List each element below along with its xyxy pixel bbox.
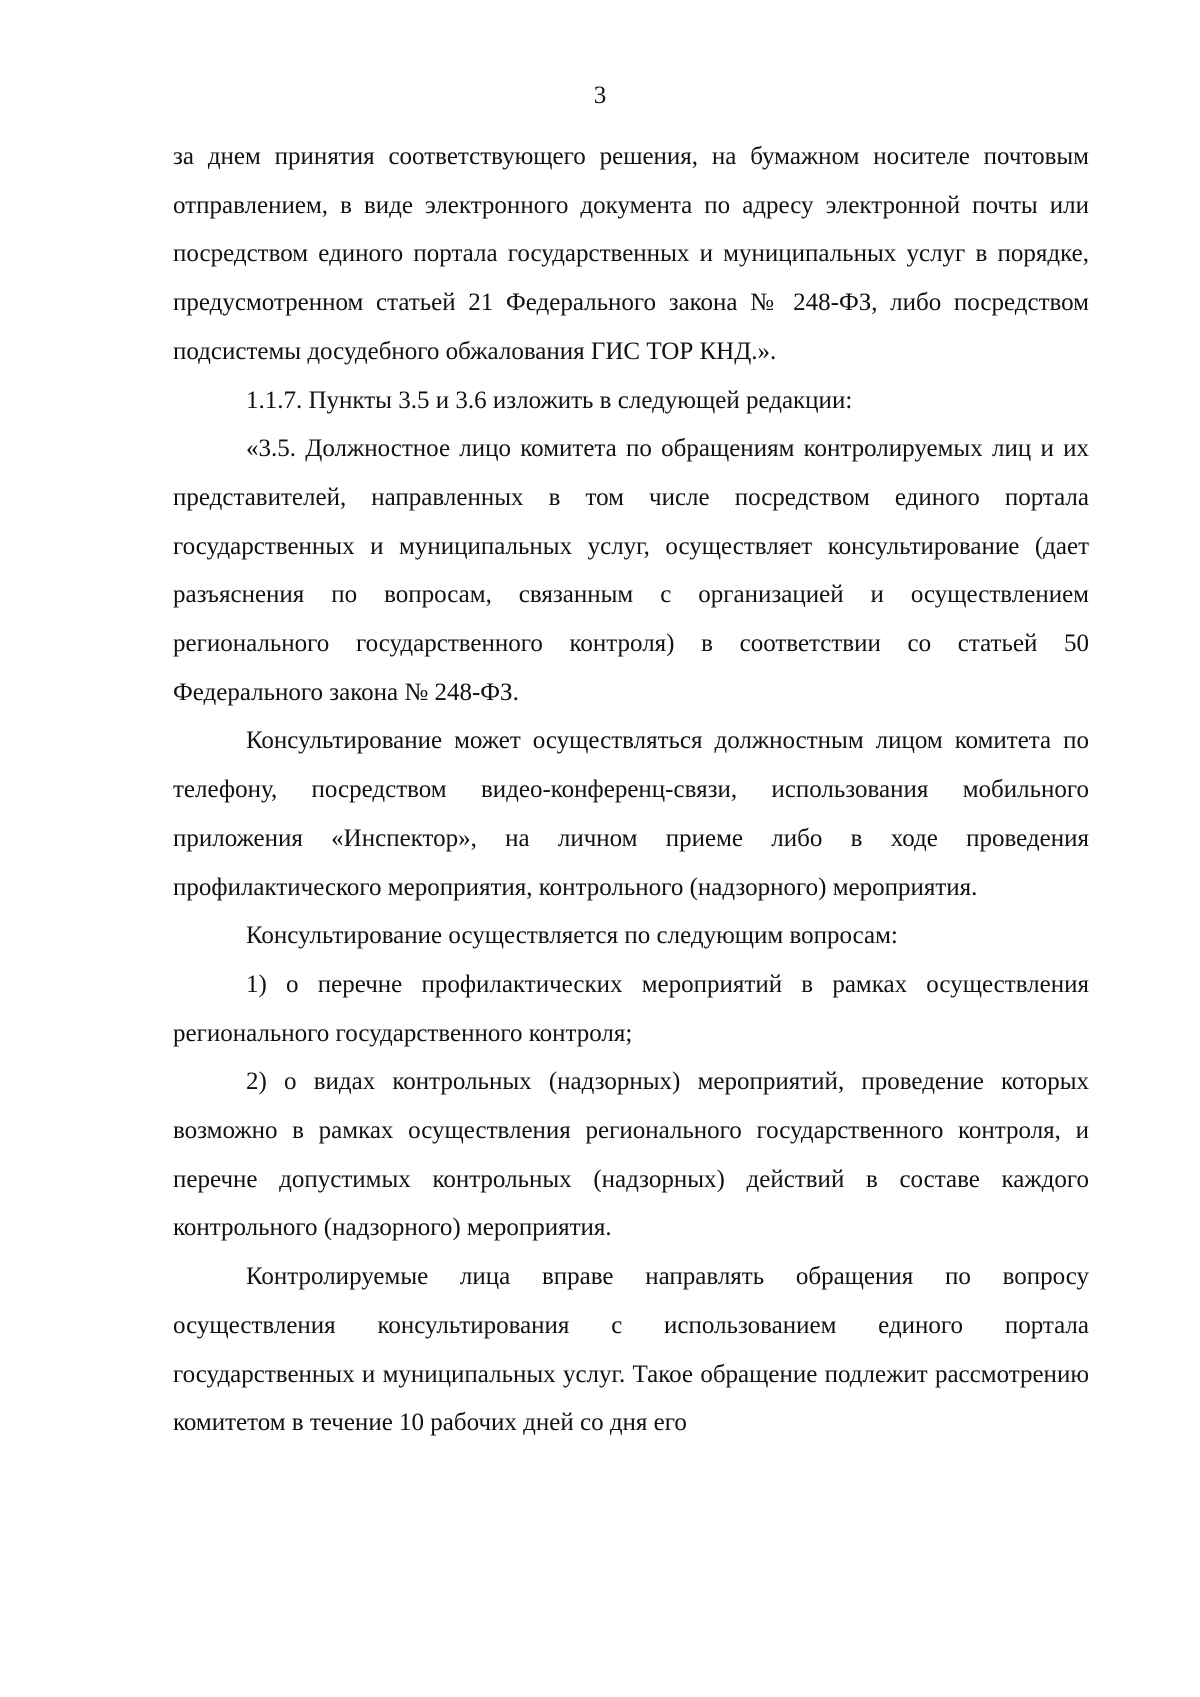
paragraph: за днем принятия соответствующего решения, на бумажном носителе почтовым отправлением, в виде электронного документа по адресу электронной почты или посредством единого портала государственных и муниципальных услуг в порядке, предусмотренном статьей 21 Федерального закона № 248-ФЗ, либо посредством подсистемы досудебного обжалования ГИС ТОР КНД.». <box>173 143 1089 365</box>
paragraph: 1) о перечне профилактических мероприятий в рамках осуществления регионального государственного контроля; <box>173 970 1089 1047</box>
paragraph: Контролируемые лица вправе направлять обращения по вопросу осуществления консультирования с использованием единого портала государственных и муниципальных услуг. Такое обращение подлежит рассмотрению комитетом в течение 10 рабочих дней со дня его <box>173 1263 1089 1437</box>
paragraph: Консультирование может осуществляться должностным лицом комитета по телефону, посредством видео-конференц-связи, использования мобильного приложения «Инспектор», на личном приеме либо в ходе проведения профилактического мероприятия, контрольного (надзорного) мероприятия. <box>173 727 1089 901</box>
paragraph: 2) о видах контрольных (надзорных) мероприятий, проведение которых возможно в рамках осуществления регионального государственного контроля, и перечне допустимых контрольных (надзорных) действий в составе каждого контрольного (надзорного) мероприятия. <box>173 1068 1089 1242</box>
paragraph: «3.5. Должностное лицо комитета по обращениям контролируемых лиц и их представителей, направленных в том числе посредством единого портала государственных и муниципальных услуг, осуществляет консультирование (дает разъяснения по вопросам, связанным с организацией и осуществлением регионального государственного контроля) в соответствии со статьей 50 Федерального закона № 248-ФЗ. <box>173 435 1089 706</box>
paragraph: Консультирование осуществляется по следующим вопросам: <box>246 922 898 950</box>
page-number: 3 <box>593 82 607 109</box>
document-body <box>173 133 1089 1448</box>
paragraph: 1.1.7. Пункты 3.5 и 3.6 изложить в следующей редакции: <box>246 386 853 414</box>
